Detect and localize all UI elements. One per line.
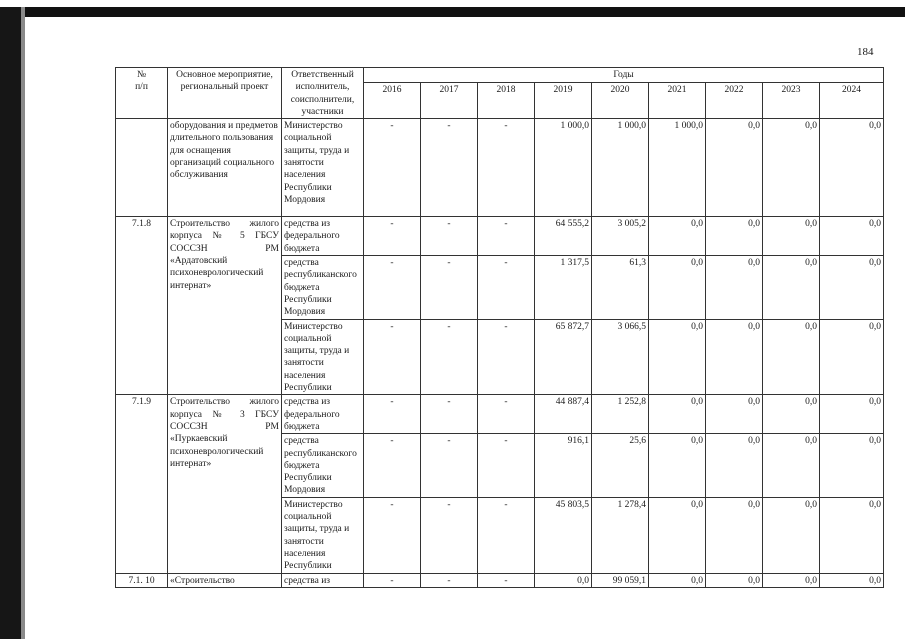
value-cell: 0,0 — [820, 319, 884, 395]
value-cell: 44 887,4 — [535, 395, 592, 434]
row-responsible: Министерство социальной защиты, труда и занятости населения Республики Мордовия — [282, 119, 364, 217]
value-cell: 65 872,7 — [535, 319, 592, 395]
value-cell: 99 059,1 — [592, 573, 649, 587]
row-number: 7.1.8 — [116, 217, 168, 395]
header-year: 2020 — [592, 82, 649, 119]
value-cell: 0,0 — [706, 573, 763, 587]
table-header-row — [116, 68, 884, 83]
value-cell: 1 000,0 — [592, 119, 649, 217]
value-cell: 0,0 — [535, 573, 592, 587]
row-measure: оборудования и предметов длительного пользования для оснащения организаций социального обслуживания — [168, 119, 282, 217]
value-cell: 0,0 — [649, 434, 706, 497]
header-year: 2022 — [706, 82, 763, 119]
value-cell: - — [478, 256, 535, 319]
row-measure: «Строительство — [168, 573, 282, 587]
value-cell: 1 278,4 — [592, 497, 649, 573]
value-cell: - — [421, 573, 478, 587]
header-year: 2021 — [649, 82, 706, 119]
value-cell: 0,0 — [820, 256, 884, 319]
value-cell: - — [364, 395, 421, 434]
row-measure: Строительство жилого корпуса № 5 ГБСУ СОССЗН РМ «Ардатовский психоневрологический интернат» — [168, 217, 282, 395]
value-cell: 0,0 — [820, 217, 884, 256]
header-responsible: Ответственный исполнитель, соисполнители, участники — [282, 68, 364, 119]
row-responsible: средства республиканского бюджета Республики Мордовия — [282, 434, 364, 497]
value-cell: 1 000,0 — [535, 119, 592, 217]
value-cell: 0,0 — [649, 217, 706, 256]
value-cell: 0,0 — [649, 319, 706, 395]
table-row — [116, 395, 884, 434]
row-number — [116, 119, 168, 217]
value-cell: 0,0 — [649, 256, 706, 319]
value-cell: 0,0 — [649, 573, 706, 587]
value-cell: 0,0 — [820, 497, 884, 573]
value-cell: 1 252,8 — [592, 395, 649, 434]
value-cell: - — [478, 119, 535, 217]
value-cell: - — [421, 256, 478, 319]
value-cell: - — [364, 497, 421, 573]
value-cell: 0,0 — [763, 256, 820, 319]
value-cell: 61,3 — [592, 256, 649, 319]
row-responsible: средства из федерального бюджета — [282, 217, 364, 256]
header-year: 2023 — [763, 82, 820, 119]
value-cell: - — [364, 434, 421, 497]
value-cell: 0,0 — [763, 217, 820, 256]
value-cell: 0,0 — [649, 395, 706, 434]
value-cell: 0,0 — [763, 497, 820, 573]
value-cell: - — [478, 319, 535, 395]
value-cell: 0,0 — [763, 573, 820, 587]
header-year: 2016 — [364, 82, 421, 119]
row-responsible: Министерство социальной защиты, труда и занятости населения Республики — [282, 319, 364, 395]
value-cell: - — [478, 497, 535, 573]
value-cell: - — [421, 217, 478, 256]
value-cell: 0,0 — [706, 319, 763, 395]
header-measure: Основное мероприятие, региональный проект — [168, 68, 282, 119]
header-number: № п/п — [116, 68, 168, 119]
row-number: 7.1.9 — [116, 395, 168, 573]
budget-table — [115, 67, 884, 588]
value-cell: 916,1 — [535, 434, 592, 497]
header-year: 2017 — [421, 82, 478, 119]
value-cell: - — [364, 119, 421, 217]
value-cell: - — [478, 217, 535, 256]
value-cell: 0,0 — [763, 434, 820, 497]
value-cell: 0,0 — [706, 119, 763, 217]
value-cell: 0,0 — [706, 256, 763, 319]
value-cell: - — [364, 573, 421, 587]
header-year: 2019 — [535, 82, 592, 119]
value-cell: 0,0 — [820, 434, 884, 497]
value-cell: 1 317,5 — [535, 256, 592, 319]
value-cell: 0,0 — [820, 395, 884, 434]
scan-top-edge — [0, 7, 905, 17]
value-cell: 0,0 — [820, 119, 884, 217]
value-cell: - — [478, 573, 535, 587]
header-years: Годы — [364, 68, 884, 83]
value-cell: 0,0 — [763, 395, 820, 434]
value-cell: 0,0 — [763, 319, 820, 395]
scan-left-edge — [0, 7, 21, 639]
value-cell: - — [421, 319, 478, 395]
scan-left-edge-shadow — [21, 7, 25, 639]
value-cell: 0,0 — [763, 119, 820, 217]
value-cell: - — [421, 119, 478, 217]
value-cell: 0,0 — [706, 434, 763, 497]
value-cell: - — [364, 217, 421, 256]
value-cell: 1 000,0 — [649, 119, 706, 217]
header-year: 2018 — [478, 82, 535, 119]
value-cell: - — [478, 434, 535, 497]
value-cell: 0,0 — [820, 573, 884, 587]
value-cell: 3 066,5 — [592, 319, 649, 395]
header-year: 2024 — [820, 82, 884, 119]
row-measure: Строительство жилого корпуса № 3 ГБСУ СОССЗН РМ «Пуркаевский психоневрологический интернат» — [168, 395, 282, 573]
value-cell: 64 555,2 — [535, 217, 592, 256]
row-responsible: Министерство социальной защиты, труда и занятости населения Республики — [282, 497, 364, 573]
page-number: 184 — [857, 46, 874, 58]
table-row — [116, 119, 884, 217]
value-cell: 3 005,2 — [592, 217, 649, 256]
value-cell: 25,6 — [592, 434, 649, 497]
row-responsible: средства из — [282, 573, 364, 587]
row-responsible: средства из федерального бюджета — [282, 395, 364, 434]
row-number: 7.1. 10 — [116, 573, 168, 587]
value-cell: 0,0 — [706, 497, 763, 573]
value-cell: - — [421, 395, 478, 434]
table-row — [116, 573, 884, 587]
value-cell: 45 803,5 — [535, 497, 592, 573]
value-cell: - — [421, 497, 478, 573]
value-cell: - — [421, 434, 478, 497]
row-responsible: средства республиканского бюджета Республики Мордовия — [282, 256, 364, 319]
value-cell: - — [364, 319, 421, 395]
value-cell: - — [478, 395, 535, 434]
value-cell: 0,0 — [649, 497, 706, 573]
value-cell: - — [364, 256, 421, 319]
value-cell: 0,0 — [706, 395, 763, 434]
value-cell: 0,0 — [706, 217, 763, 256]
table-row — [116, 217, 884, 256]
